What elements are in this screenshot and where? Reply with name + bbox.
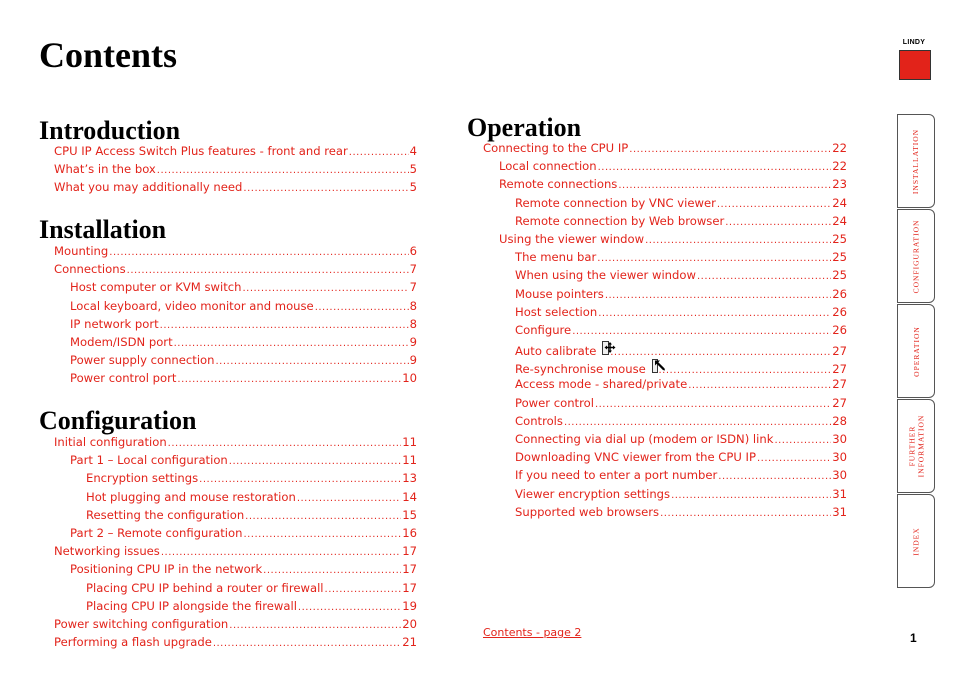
toc-entry-text: Host selection (515, 304, 598, 319)
toc-entry-text: When using the viewer window (515, 268, 696, 283)
toc-page-number: 7 (409, 262, 417, 277)
toc-page-number: 25 (832, 231, 847, 246)
next-page-link[interactable]: Contents - page 2 (483, 626, 582, 639)
toc-entry[interactable] (483, 359, 847, 377)
toc-entry[interactable] (54, 599, 417, 617)
toc-entry-text: CPU IP Access Switch Plus features - front and rear (54, 144, 348, 158)
toc-entry-text: Supported web browsers (515, 504, 660, 519)
toc-page-number: 14 (402, 489, 417, 504)
toc-entry[interactable] (483, 468, 847, 486)
move-arrows-icon (602, 341, 609, 355)
toc-entry[interactable] (483, 377, 847, 395)
toc-entry[interactable] (483, 250, 847, 268)
toc-page-number: 31 (832, 486, 847, 501)
toc-leader (564, 417, 831, 428)
toc-entry-text: The menu bar (515, 250, 597, 265)
toc-leader (325, 584, 402, 595)
toc-page-number: 31 (832, 504, 847, 519)
toc-leader (697, 271, 831, 282)
toc-page-number: 22 (832, 159, 847, 174)
toc-entry[interactable] (54, 471, 417, 489)
toc-page-number: 15 (402, 507, 417, 522)
toc-entry[interactable] (54, 508, 417, 526)
toc-leader (109, 247, 408, 258)
toc-entry-text: Placing CPU IP behind a router or firewall (86, 580, 324, 595)
toc-leader (243, 529, 401, 540)
toc-entry[interactable] (54, 617, 417, 635)
toc-entry-text: Re-synchronise mouse (515, 362, 646, 377)
toc-page-number: 17 (402, 580, 417, 595)
toc-entry[interactable] (483, 323, 847, 341)
toc-entry[interactable] (483, 450, 847, 468)
toc-leader (688, 380, 831, 391)
toc-leader (598, 162, 832, 173)
toc-leader (349, 147, 409, 158)
toc-page-number: 23 (832, 177, 847, 192)
toc-leader (645, 235, 831, 246)
toc-entry-text: Positioning CPU IP in the network (70, 562, 263, 577)
installation-heading: Installation (39, 215, 167, 244)
toc-leader (213, 638, 401, 649)
toc-leader (229, 456, 401, 467)
toc-page-number: 26 (832, 322, 847, 337)
diagonal-arrow-icon (652, 359, 658, 373)
toc-leader (605, 290, 831, 301)
toc-page-number: 27 (832, 395, 847, 410)
introduction-toc (54, 144, 417, 199)
operation-toc (483, 141, 847, 523)
toc-page-number: 17 (402, 562, 417, 577)
tab-label: INDEX (911, 526, 921, 556)
toc-leader (774, 435, 831, 446)
toc-entry-text: Performing a flash upgrade (54, 635, 212, 650)
toc-entry-text: Power control port (70, 371, 177, 386)
toc-page-number: 26 (832, 286, 847, 301)
toc-page-number: 17 (402, 544, 417, 559)
toc-page-number: 24 (832, 213, 847, 228)
toc-entry[interactable] (483, 177, 847, 195)
toc-entry-text: Viewer encryption settings (515, 486, 671, 501)
toc-leader (160, 320, 409, 331)
toc-leader (161, 547, 401, 558)
toc-entry-text: Local keyboard, video monitor and mouse (70, 298, 314, 313)
toc-entry[interactable] (483, 287, 847, 305)
toc-leader (242, 283, 408, 294)
toc-entry-text: Using the viewer window (499, 231, 645, 246)
toc-leader (157, 165, 409, 176)
configuration-heading: Configuration (39, 406, 197, 435)
toc-entry-text: Connecting to the CPU IP (483, 141, 629, 155)
introduction-heading: Introduction (39, 116, 181, 145)
toc-leader (263, 565, 401, 576)
toc-entry-text: Power supply connection (70, 353, 215, 368)
toc-entry[interactable] (483, 141, 847, 159)
toc-page-number: 30 (832, 468, 847, 483)
toc-entry[interactable] (54, 144, 417, 162)
toc-page-number: 6 (409, 244, 417, 258)
toc-page-number: 25 (832, 268, 847, 283)
toc-entry[interactable] (54, 635, 417, 653)
toc-entry[interactable] (54, 244, 417, 262)
toc-entry[interactable] (483, 214, 847, 232)
tab-further-information[interactable] (897, 399, 935, 493)
toc-entry-text: Connections (54, 262, 126, 277)
toc-entry[interactable] (54, 280, 417, 298)
toc-page-number: 27 (832, 377, 847, 392)
toc-entry-text: Mouse pointers (515, 286, 604, 301)
toc-leader (598, 308, 831, 319)
toc-entry[interactable] (54, 526, 417, 544)
toc-page-number: 28 (832, 413, 847, 428)
tab-operation[interactable] (897, 304, 935, 398)
toc-leader (718, 471, 831, 482)
toc-entry[interactable] (54, 317, 417, 335)
toc-leader (199, 474, 401, 485)
toc-leader (659, 365, 832, 376)
toc-entry[interactable] (483, 341, 847, 359)
tab-label-line2: INFORMATION (916, 414, 926, 478)
toc-page-number: 27 (832, 362, 847, 377)
toc-entry-text: Local connection (499, 159, 597, 174)
toc-leader (245, 511, 401, 522)
toc-entry[interactable] (54, 353, 417, 371)
toc-entry[interactable] (54, 581, 417, 599)
toc-leader (757, 453, 831, 464)
tab-label: CONFIGURATION (911, 219, 921, 293)
toc-leader (595, 399, 831, 410)
toc-leader (174, 338, 409, 349)
configuration-toc (54, 435, 417, 653)
toc-leader (168, 438, 402, 449)
tab-installation[interactable] (897, 114, 935, 208)
toc-entry-text: Initial configuration (54, 435, 167, 449)
tab-label (907, 415, 925, 478)
toc-leader (725, 217, 831, 228)
toc-entry[interactable] (483, 414, 847, 432)
toc-entry-text: Mounting (54, 244, 109, 258)
page-number: 1 (910, 631, 917, 645)
toc-leader (315, 302, 409, 313)
toc-entry-text: Host computer or KVM switch (70, 280, 242, 295)
toc-entry[interactable] (54, 562, 417, 580)
tab-label-line1: FURTHER (907, 425, 917, 467)
toc-entry[interactable] (54, 262, 417, 280)
toc-leader (660, 508, 831, 519)
toc-entry-text: Placing CPU IP alongside the firewall (86, 598, 297, 613)
installation-toc (54, 244, 417, 390)
toc-page-number: 13 (402, 471, 417, 486)
toc-page-number: 22 (832, 141, 847, 155)
toc-entry-text: Configure (515, 322, 572, 337)
toc-leader (572, 326, 831, 337)
toc-leader (618, 180, 831, 191)
toc-entry[interactable] (483, 505, 847, 523)
toc-entry-text: Power control (515, 395, 594, 410)
toc-entry[interactable] (483, 268, 847, 286)
operation-heading: Operation (467, 113, 582, 142)
toc-entry-text: Remote connection by VNC viewer (515, 195, 716, 210)
toc-entry-text: Encryption settings (86, 471, 199, 486)
toc-entry-text: Hot plugging and mouse restoration (86, 489, 296, 504)
toc-leader (671, 490, 831, 501)
toc-entry[interactable] (483, 487, 847, 505)
toc-page-number: 21 (402, 635, 417, 650)
toc-page-number: 8 (409, 316, 417, 331)
toc-leader (717, 199, 831, 210)
toc-entry-text: Downloading VNC viewer from the CPU IP (515, 450, 756, 465)
toc-entry[interactable] (54, 453, 417, 471)
toc-entry-text: Remote connections (499, 177, 618, 192)
toc-entry[interactable] (483, 196, 847, 214)
toc-leader (229, 620, 401, 631)
toc-page-number: 9 (409, 353, 417, 368)
toc-entry[interactable] (54, 544, 417, 562)
toc-entry-text: Remote connection by Web browser (515, 213, 725, 228)
lindy-logo (896, 39, 932, 81)
toc-page-number: 30 (832, 432, 847, 446)
logo-text: LINDY (902, 39, 926, 46)
toc-entry-text: Access mode - shared/private (515, 377, 688, 392)
toc-entry[interactable] (54, 490, 417, 508)
toc-leader (610, 347, 831, 358)
toc-page-number: 11 (402, 453, 417, 468)
toc-page-number: 30 (832, 450, 847, 465)
toc-entry[interactable] (54, 162, 417, 180)
toc-page-number: 27 (832, 344, 847, 359)
toc-page-number: 8 (409, 298, 417, 313)
toc-entry-text: Part 2 – Remote configuration (70, 525, 243, 540)
toc-page-number: 9 (409, 334, 417, 349)
toc-leader (177, 374, 401, 385)
toc-entry-text: What you may additionally need (54, 180, 243, 195)
toc-page-number: 11 (402, 435, 417, 449)
toc-entry-text: Part 1 – Local configuration (70, 453, 228, 468)
toc-entry[interactable] (54, 335, 417, 353)
tab-index[interactable] (897, 494, 935, 588)
tab-label: OPERATION (911, 325, 921, 377)
toc-page-number: 19 (402, 598, 417, 613)
toc-entry[interactable] (54, 435, 417, 453)
toc-leader (597, 253, 831, 264)
toc-entry[interactable] (54, 299, 417, 317)
toc-page-number: 20 (402, 616, 417, 631)
toc-page-number: 24 (832, 195, 847, 210)
toc-leader (216, 356, 409, 367)
toc-leader (297, 493, 401, 504)
toc-entry-text: IP network port (70, 316, 159, 331)
toc-entry[interactable] (483, 396, 847, 414)
toc-entry-text: Power switching configuration (54, 616, 229, 631)
toc-entry[interactable] (483, 159, 847, 177)
toc-entry-text: If you need to enter a port number (515, 468, 718, 483)
toc-page-number: 5 (409, 162, 417, 177)
toc-page-number: 26 (832, 304, 847, 319)
toc-entry-text: Auto calibrate (515, 344, 597, 359)
toc-leader (127, 265, 409, 276)
toc-entry-text: What’s in the box (54, 162, 156, 177)
toc-entry[interactable] (483, 232, 847, 250)
toc-page-number: 25 (832, 250, 847, 265)
toc-entry-text: Modem/ISDN port (70, 334, 173, 349)
tab-label: INSTALLATION (911, 128, 921, 194)
toc-entry-text: Controls (515, 413, 563, 428)
toc-page-number: 4 (409, 144, 417, 158)
page-title: Contents (39, 35, 178, 75)
toc-page-number: 16 (402, 525, 417, 540)
toc-leader (243, 183, 408, 194)
toc-entry[interactable] (54, 371, 417, 389)
toc-page-number: 7 (409, 280, 417, 295)
toc-entry[interactable] (54, 180, 417, 198)
tab-configuration[interactable] (897, 209, 935, 303)
toc-page-number: 10 (402, 371, 417, 386)
toc-leader (629, 144, 831, 155)
toc-entry-text: Resetting the configuration (86, 507, 245, 522)
toc-entry-text: Connecting via dial up (modem or ISDN) link (515, 432, 774, 446)
logo-red-square (899, 50, 931, 80)
toc-leader (298, 602, 401, 613)
toc-entry[interactable] (483, 432, 847, 450)
toc-page-number: 5 (409, 180, 417, 195)
toc-entry[interactable] (483, 305, 847, 323)
toc-entry-text: Networking issues (54, 544, 160, 559)
